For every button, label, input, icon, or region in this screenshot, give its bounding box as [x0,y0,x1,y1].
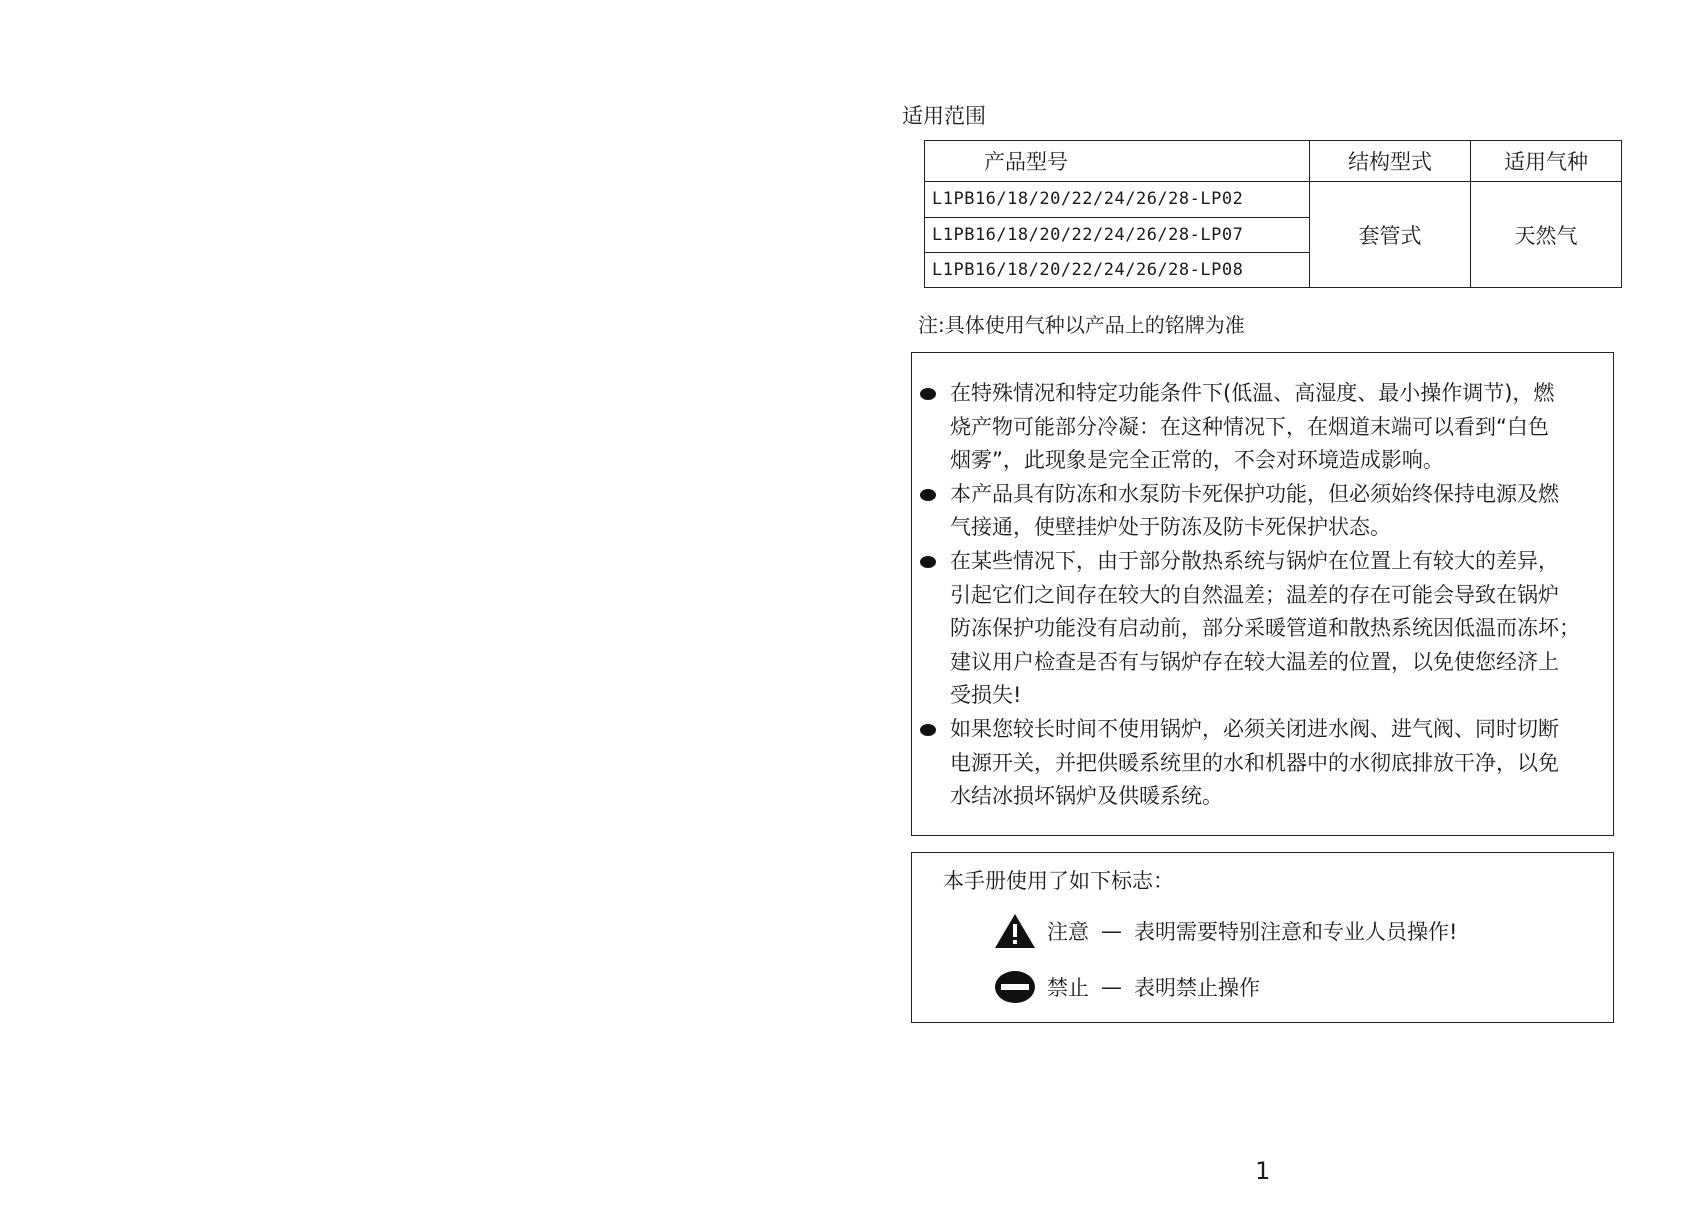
gas-type-note: 注:具体使用气种以产品上的铭牌为准 [918,313,1245,337]
model-cell: L1PB16/18/20/22/24/26/28-LP07 [925,217,1310,252]
warning-line: 烟雾”，此现象是完全正常的，不会对环境造成影响。 [950,448,1444,473]
warning-line: 本产品具有防冻和水泵防卡死保护功能，但必须始终保持电源及燃 [950,481,1559,506]
warning-line: 在某些情况下，由于部分散热系统与锅炉在位置上有较大的差异， [950,548,1559,573]
table-header-row [925,141,1622,182]
applicability-table [924,140,1622,288]
model-cell: L1PB16/18/20/22/24/26/28-LP02 [925,182,1310,217]
table-row [925,182,1622,217]
symbol-dash: — [1101,919,1122,943]
warning-line: 建议用户检查是否有与锅炉存在较大温差的位置，以免使您经济上 [950,649,1559,674]
structure-cell: 套管式 [1310,182,1471,288]
bullet-icon [920,556,936,568]
warning-line: 引起它们之间存在较大的自然温差；温差的存在可能会导致在锅炉 [950,582,1559,607]
warning-line: 电源开关，并把供暖系统里的水和机器中的水彻底排放干净，以免 [950,750,1559,775]
list-item [920,545,1602,713]
header-gas-type: 适用气种 [1471,141,1622,182]
list-item [920,377,1602,478]
gas-type-cell: 天然气 [1471,182,1622,288]
warning-line: 如果您较长时间不使用锅炉，必须关闭进水阀、进气阀、同时切断 [950,716,1559,741]
symbol-description: 表明禁止操作 [1134,976,1260,1000]
warning-line: 防冻保护功能没有启动前，部分采暖管道和散热系统因低温而冻坏； [950,616,1580,641]
symbols-legend-box [911,852,1614,1023]
warnings-list [920,377,1602,814]
warning-line: 气接通，使壁挂炉处于防冻及防卡死保护状态。 [950,515,1391,540]
symbol-row-caution [993,911,1457,951]
symbol-name: 注意 [1047,920,1089,944]
symbol-description: 表明需要特别注意和专业人员操作! [1134,920,1458,944]
symbols-intro: 本手册使用了如下标志： [943,869,1174,893]
model-cell: L1PB16/18/20/22/24/26/28-LP08 [925,252,1310,287]
warning-line: 烧产物可能部分冷凝：在这种情况下，在烟道末端可以看到“白色 [950,414,1549,439]
list-item [920,713,1602,814]
warning-line: 受损失! [950,683,1022,708]
symbol-row-prohibited [993,967,1260,1007]
warning-line: 水结冰损坏锅炉及供暖系统。 [950,784,1223,809]
header-structure: 结构型式 [1310,141,1471,182]
warning-line: 在特殊情况和特定功能条件下(低温、高湿度、最小操作调节)，燃 [950,381,1555,405]
symbol-name: 禁止 [1047,976,1089,1000]
warning-triangle-icon [993,912,1037,950]
prohibition-icon [993,968,1037,1006]
bullet-icon [920,724,936,736]
list-item [920,478,1602,545]
section-title: 适用范围 [902,104,986,128]
bullet-icon [920,489,936,501]
symbol-dash: — [1101,975,1122,999]
page-number: 1 [1255,1157,1271,1185]
warnings-box [911,352,1614,836]
header-model: 产品型号 [925,141,1310,182]
bullet-icon [920,388,936,400]
